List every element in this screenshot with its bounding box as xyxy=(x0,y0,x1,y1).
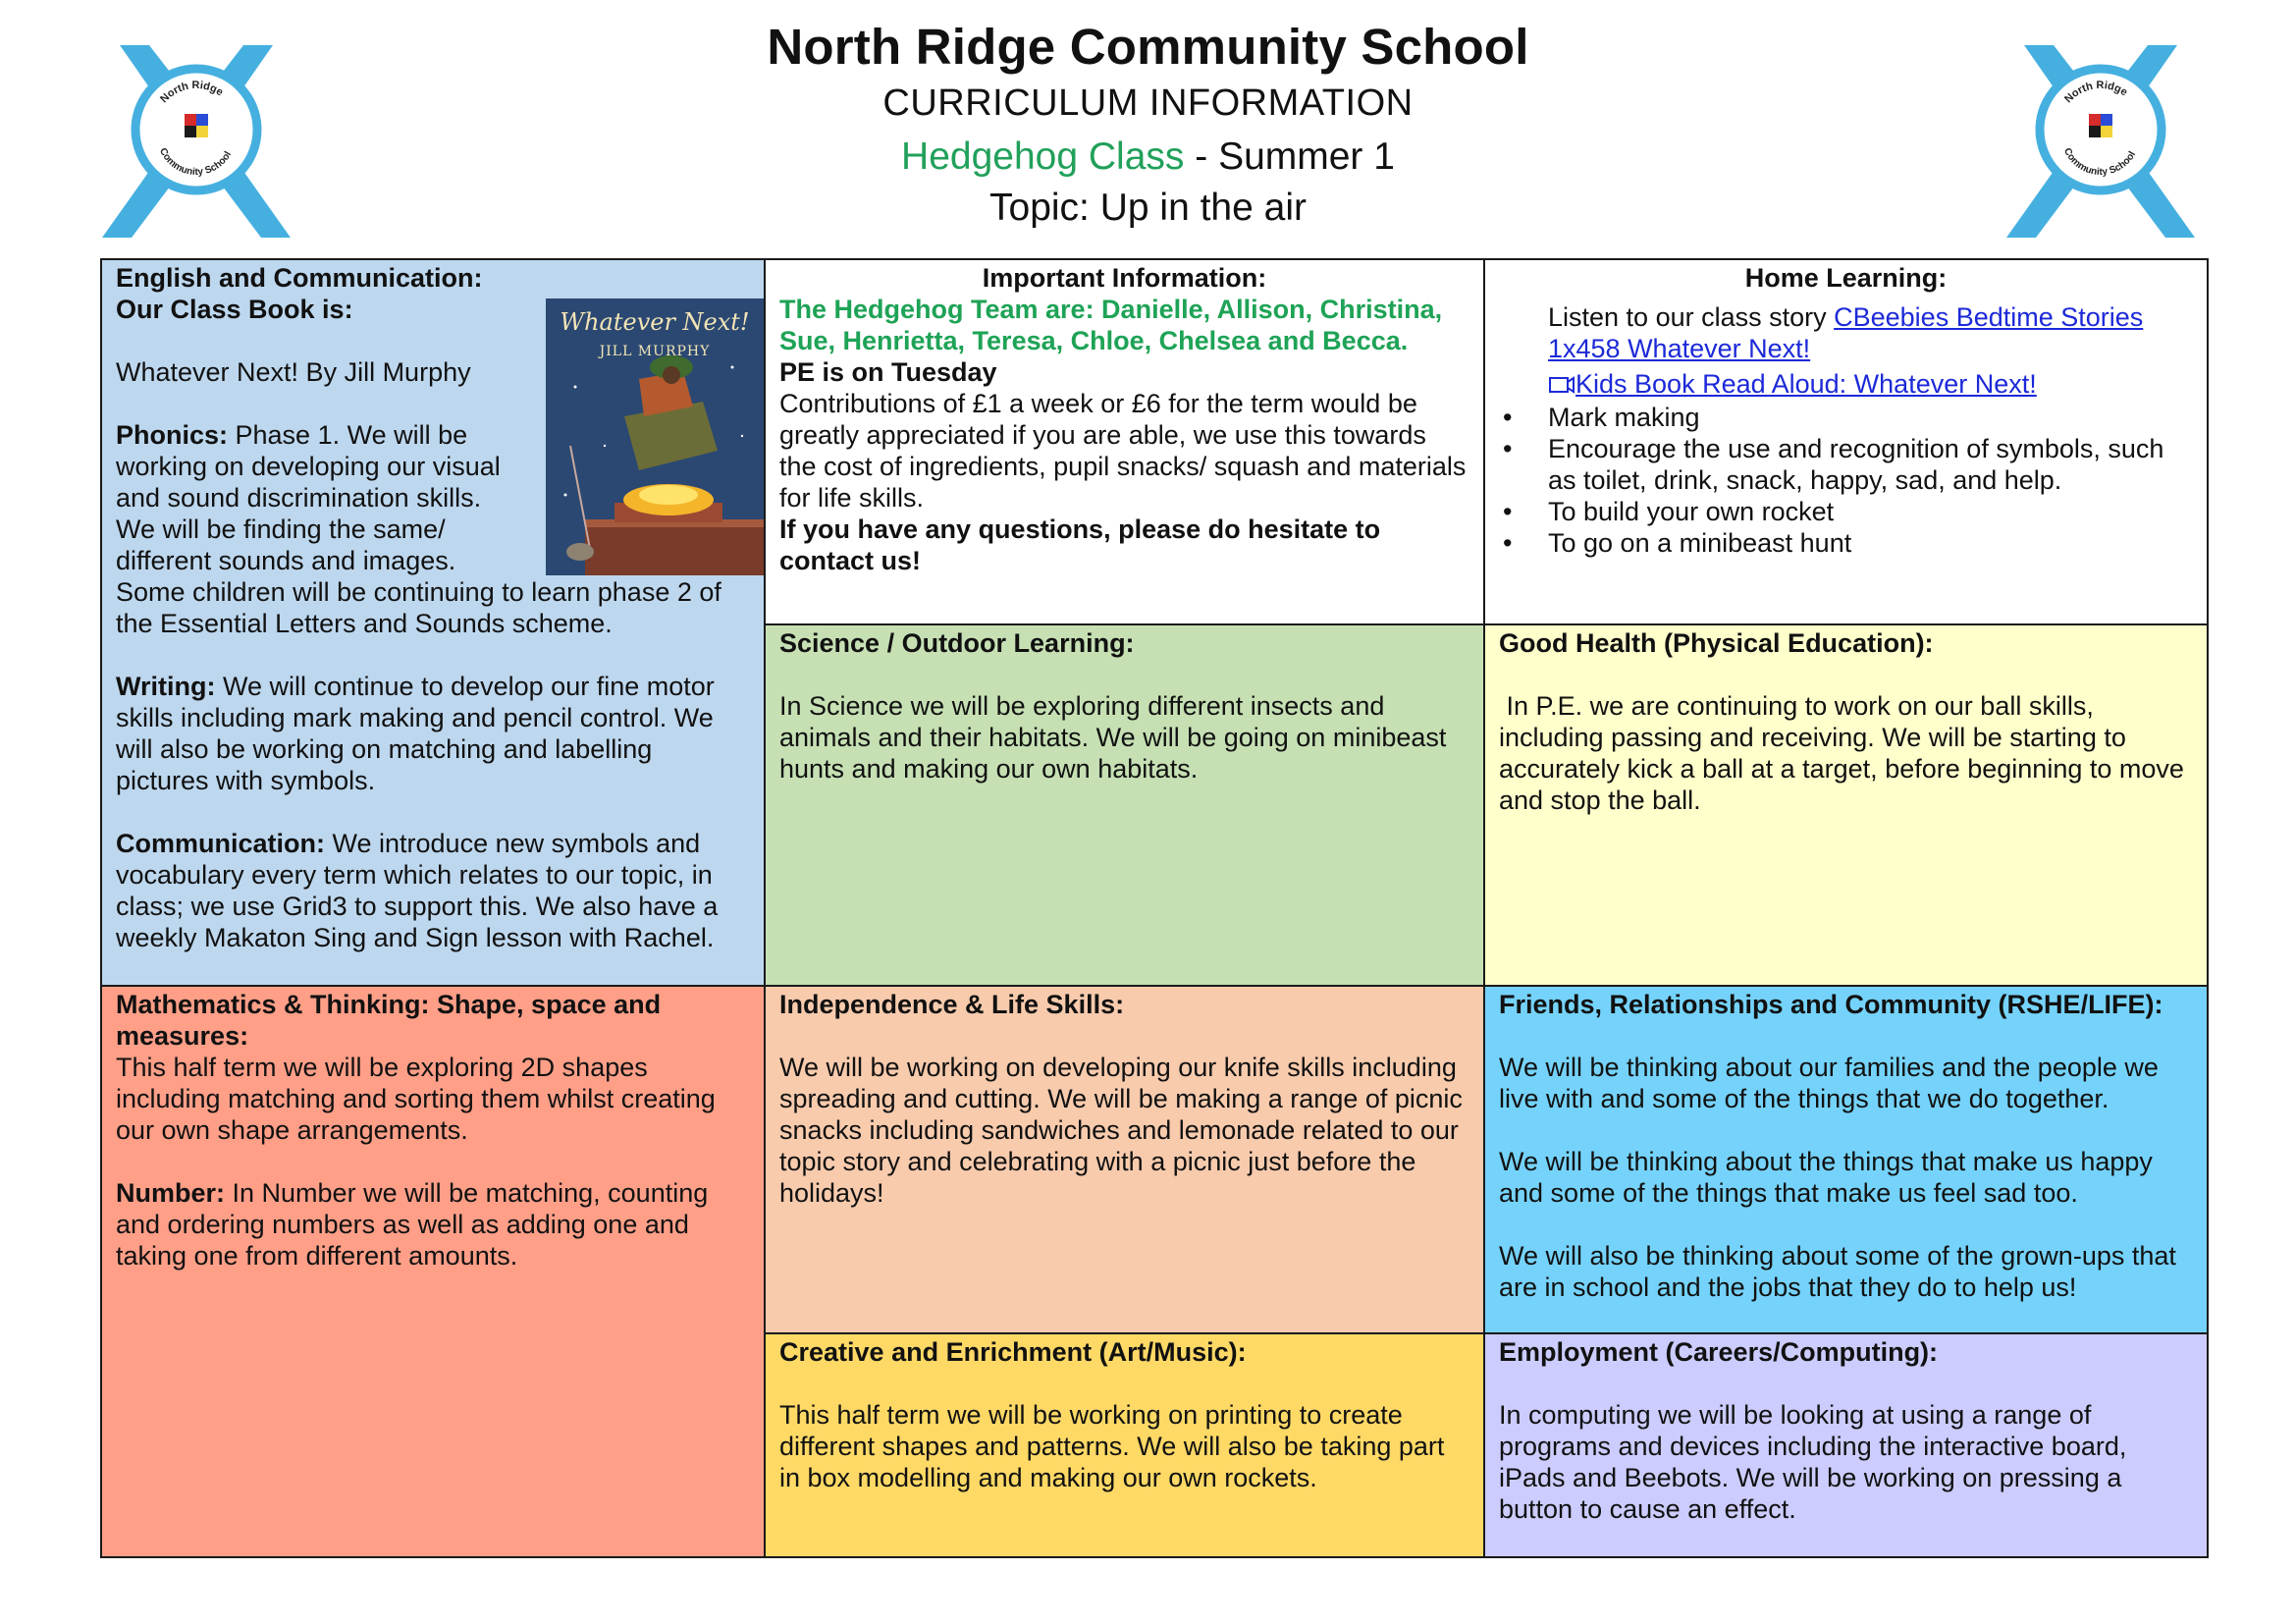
important-information-section xyxy=(764,260,1483,623)
bullet: • xyxy=(1503,528,1513,558)
friends-title: Friends, Relationships and Community (RSHE/LIFE): xyxy=(1499,990,2163,1019)
story-intro-text: Listen to our class story xyxy=(1548,302,1835,332)
employment-text: In computing we will be looking at using a range of programs and devices including the interactive board, iPads and Beebots. We will be working on pressing a button to cause an effect. xyxy=(1499,1400,2127,1524)
science-outdoor-section xyxy=(764,623,1483,985)
class-term: - Summer 1 xyxy=(1184,135,1395,178)
communication-paragraph xyxy=(116,828,750,953)
home-learning-list xyxy=(1499,402,2193,559)
topic-title: Topic: Up in the air xyxy=(989,187,1307,229)
friends-para-3: We will also be thinking about some of the grown-ups that are in school and the jobs that they do to help us! xyxy=(1499,1241,2176,1302)
book-cover-title: Whatever Next! xyxy=(560,308,750,336)
home-learning-title: Home Learning: xyxy=(1744,263,1948,293)
phonics-text: different sounds and images. xyxy=(116,546,456,575)
friends-para-2: We will be thinking about the things that make us happy and some of the things that make us feel sad too. xyxy=(1499,1147,2153,1208)
book-cover-illustration xyxy=(546,298,764,575)
good-health-section xyxy=(1483,623,2207,985)
number-text: In Number we will be matching, counting and ordering numbers as well as adding one and taking one from different amounts. xyxy=(116,1178,709,1271)
list-item: • Encourage the use and recognition of symbols, such as toilet, drink, snack, happy, sad, and help. xyxy=(1503,434,2164,495)
list-item: • To build your own rocket xyxy=(1503,497,1835,526)
health-text: In P.E. we are continuing to work on our ball skills, including passing and receiving. We will be starting to accurately kick a ball at a target, before beginning to move and stop the ball. xyxy=(1499,691,2192,815)
employment-section xyxy=(1483,1332,2207,1556)
bullet: • xyxy=(1503,403,1513,432)
list-item: • To go on a minibeast hunt xyxy=(1503,528,1852,558)
phonics-text: working on developing our visual xyxy=(116,452,501,481)
class-book-label: Our Class Book is: xyxy=(116,295,353,324)
science-title: Science / Outdoor Learning: xyxy=(779,628,1135,658)
svg-text:North Ridge: North Ridge xyxy=(158,79,226,106)
creative-enrichment-section xyxy=(764,1332,1483,1556)
video-icon xyxy=(1548,375,1575,395)
employment-title: Employment (Careers/Computing): xyxy=(1499,1337,1939,1367)
class-book-text: Whatever Next! By Jill Murphy xyxy=(116,357,471,387)
phonics-text: and sound discrimination skills. xyxy=(116,483,482,513)
communication-text: We introduce new symbols and vocabulary every term which relates to our topic, in class; we use Grid3 to support this. We also have a weekly Makaton Sing and Sign lesson with Rachel. xyxy=(116,829,719,952)
important-title: Important Information: xyxy=(982,263,1267,293)
svg-text:Community School: Community School xyxy=(156,146,235,179)
svg-text:Community School: Community School xyxy=(2060,146,2139,179)
read-aloud-link[interactable]: Kids Book Read Aloud: Whatever Next! xyxy=(1575,369,2037,399)
school-logo-right xyxy=(2002,45,2199,238)
writing-paragraph xyxy=(116,671,750,796)
school-name: North Ridge Community School xyxy=(767,19,1529,75)
class-name: Hedgehog Class xyxy=(901,135,1185,178)
page-header xyxy=(0,0,2296,245)
writing-label: Writing: xyxy=(116,672,216,701)
friends-relationships-section xyxy=(1483,985,2207,1332)
maths-text: This half term we will be exploring 2D shapes including matching and sorting them whilst creating our own shape arrangements. xyxy=(116,1053,716,1145)
list-item: • Mark making xyxy=(1503,403,1700,432)
book-cover-author: JILL MURPHY xyxy=(599,344,711,359)
number-label: Number: xyxy=(116,1178,226,1208)
curriculum-grid xyxy=(100,258,2209,1558)
read-aloud-row xyxy=(1499,368,2193,400)
writing-text: We will continue to develop our fine motor skills including mark making and pencil control. We will also be working on matching and labelling pictures with symbols. xyxy=(116,672,715,795)
pe-day-text: PE is on Tuesday xyxy=(779,357,997,387)
team-members-text: The Hedgehog Team are: Danielle, Allison, Christina, Sue, Henrietta, Teresa, Chloe, Chelsea and Becca. xyxy=(779,295,1443,355)
creative-title: Creative and Enrichment (Art/Music): xyxy=(779,1337,1247,1367)
phonics-text: We will be finding the same/ xyxy=(116,514,446,544)
phonics-paragraph xyxy=(116,419,548,576)
independence-section xyxy=(764,985,1483,1332)
phonics-text: the Essential Letters and Sounds scheme. xyxy=(116,609,613,638)
phonics-label: Phonics: xyxy=(116,420,229,450)
phonics-text: Some children will be continuing to learn phase 2 of xyxy=(116,577,721,607)
bullet: • xyxy=(1503,497,1513,526)
questions-text: If you have any questions, please do hesitate to contact us! xyxy=(779,514,1381,575)
english-title: English and Communication: xyxy=(116,263,483,293)
cbeebies-story-link[interactable]: CBeebies Bedtime Stories 1x458 Whatever Next! xyxy=(1548,302,2144,363)
book-cover-image xyxy=(546,298,764,575)
friends-para-1: We will be thinking about our families and the people we live with and some of the things that we do together. xyxy=(1499,1053,2159,1113)
svg-text:North Ridge: North Ridge xyxy=(2062,79,2130,106)
contributions-text: Contributions of £1 a week or £6 for the term would be greatly appreciated if you are able, we use this towards the cost of ingredients, pupil snacks/ squash and materials for life skills. xyxy=(779,389,1467,513)
home-learning-section xyxy=(1483,260,2207,623)
health-title: Good Health (Physical Education): xyxy=(1499,628,1934,658)
bullet: • xyxy=(1503,434,1513,463)
communication-label: Communication: xyxy=(116,829,325,858)
independence-title: Independence & Life Skills: xyxy=(779,990,1125,1019)
story-intro xyxy=(1499,301,2193,364)
document-subtitle: CURRICULUM INFORMATION xyxy=(882,82,1414,124)
number-paragraph xyxy=(116,1177,750,1272)
science-text: In Science we will be exploring different insects and animals and their habitats. We will be going on minibeast hunts and making our own habitats. xyxy=(779,691,1447,784)
phonics-text: Phase 1. We will be xyxy=(228,420,468,450)
maths-title: Mathematics & Thinking: Shape, space and measures: xyxy=(116,990,662,1051)
independence-text: We will be working on developing our knife skills including spreading and cutting. We will be making a range of picnic snacks including sandwiches and lemonade related to our topic story and celebrating with a picnic just before the holidays! xyxy=(779,1053,1463,1208)
creative-text: This half term we will be working on printing to create different shapes and patterns. We will also be taking part in box modelling and making our own rockets. xyxy=(779,1400,1445,1492)
class-line xyxy=(0,135,2296,179)
mathematics-section xyxy=(102,985,764,1556)
english-communication-section xyxy=(102,260,764,985)
